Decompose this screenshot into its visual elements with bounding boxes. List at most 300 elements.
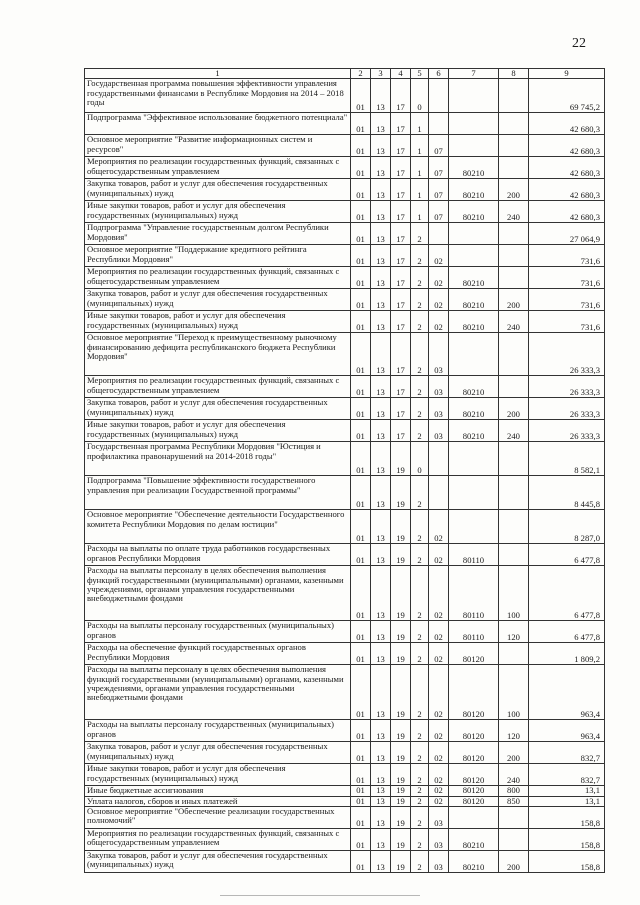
expense-type-cell: 120 xyxy=(499,720,529,742)
subsection-code-cell: 13 xyxy=(371,113,391,135)
event-code-cell: 07 xyxy=(429,157,449,179)
amount-cell: 158,8 xyxy=(529,850,605,872)
program-code-cell: 19 xyxy=(391,442,411,476)
subsection-code-cell: 13 xyxy=(371,179,391,201)
subsection-code-cell: 13 xyxy=(371,510,391,544)
table-row xyxy=(85,828,605,850)
table-row xyxy=(85,742,605,764)
subprogram-code-cell: 2 xyxy=(411,544,429,566)
section-code-cell: 01 xyxy=(351,420,371,442)
subprogram-code-cell: 1 xyxy=(411,201,429,223)
expense-type-cell: 200 xyxy=(499,179,529,201)
program-code-cell: 19 xyxy=(391,828,411,850)
amount-cell: 158,8 xyxy=(529,806,605,828)
expense-type-cell xyxy=(499,223,529,245)
direction-code-cell: 80110 xyxy=(449,544,499,566)
row-name-cell: Государственная программа Республики Мордовия "Юстиция и профилактика правонарушений на 2014-2018 годы" xyxy=(85,442,351,476)
program-code-cell: 17 xyxy=(391,267,411,289)
section-code-cell: 01 xyxy=(351,544,371,566)
expense-type-cell xyxy=(499,79,529,113)
amount-cell: 42 680,3 xyxy=(529,113,605,135)
subprogram-code-cell: 1 xyxy=(411,179,429,201)
amount-cell: 6 477,8 xyxy=(529,621,605,643)
subsection-code-cell: 13 xyxy=(371,245,391,267)
amount-cell: 13,1 xyxy=(529,796,605,806)
subprogram-code-cell: 2 xyxy=(411,796,429,806)
direction-code-cell xyxy=(449,79,499,113)
expense-type-cell xyxy=(499,442,529,476)
section-code-cell: 01 xyxy=(351,764,371,786)
direction-code-cell: 80120 xyxy=(449,786,499,796)
direction-code-cell: 80210 xyxy=(449,828,499,850)
amount-cell: 69 745,2 xyxy=(529,79,605,113)
header-cell: 4 xyxy=(391,69,411,79)
event-code-cell: 07 xyxy=(429,135,449,157)
program-code-cell: 19 xyxy=(391,544,411,566)
expense-type-cell xyxy=(499,245,529,267)
amount-cell: 963,4 xyxy=(529,665,605,720)
subprogram-code-cell: 2 xyxy=(411,476,429,510)
table-row xyxy=(85,223,605,245)
event-code-cell: 07 xyxy=(429,179,449,201)
section-code-cell: 01 xyxy=(351,720,371,742)
section-code-cell: 01 xyxy=(351,796,371,806)
program-code-cell: 19 xyxy=(391,476,411,510)
event-code-cell: 03 xyxy=(429,333,449,376)
program-code-cell: 19 xyxy=(391,742,411,764)
expense-type-cell: 120 xyxy=(499,621,529,643)
row-name-cell: Иные закупки товаров, работ и услуг для обеспечения государственных (муниципальных) нужд xyxy=(85,420,351,442)
program-code-cell: 19 xyxy=(391,510,411,544)
direction-code-cell: 80120 xyxy=(449,764,499,786)
table-row xyxy=(85,113,605,135)
section-code-cell: 01 xyxy=(351,510,371,544)
table-row xyxy=(85,665,605,720)
direction-code-cell: 80210 xyxy=(449,289,499,311)
expense-type-cell xyxy=(499,643,529,665)
scan-artifact-line xyxy=(220,895,420,896)
section-code-cell: 01 xyxy=(351,742,371,764)
subsection-code-cell: 13 xyxy=(371,398,391,420)
subsection-code-cell: 13 xyxy=(371,796,391,806)
amount-cell: 1 809,2 xyxy=(529,643,605,665)
event-code-cell: 02 xyxy=(429,289,449,311)
section-code-cell: 01 xyxy=(351,621,371,643)
subsection-code-cell: 13 xyxy=(371,157,391,179)
expense-type-cell: 240 xyxy=(499,764,529,786)
program-code-cell: 19 xyxy=(391,796,411,806)
program-code-cell: 17 xyxy=(391,79,411,113)
section-code-cell: 01 xyxy=(351,289,371,311)
subsection-code-cell: 13 xyxy=(371,289,391,311)
event-code-cell: 02 xyxy=(429,643,449,665)
row-name-cell: Основное мероприятие "Переход к преимущественному рыночному финансированию дефицита республиканского бюджета Республики Мордовия" xyxy=(85,333,351,376)
amount-cell: 42 680,3 xyxy=(529,201,605,223)
expense-type-cell xyxy=(499,376,529,398)
table-row xyxy=(85,179,605,201)
expense-type-cell: 200 xyxy=(499,742,529,764)
table-row xyxy=(85,79,605,113)
subprogram-code-cell: 1 xyxy=(411,113,429,135)
subsection-code-cell: 13 xyxy=(371,476,391,510)
direction-code-cell xyxy=(449,223,499,245)
program-code-cell: 19 xyxy=(391,621,411,643)
amount-cell: 963,4 xyxy=(529,720,605,742)
subprogram-code-cell: 0 xyxy=(411,442,429,476)
subsection-code-cell: 13 xyxy=(371,643,391,665)
program-code-cell: 19 xyxy=(391,665,411,720)
row-name-cell: Подпрограмма "Управление государственным долгом Республики Мордовия" xyxy=(85,223,351,245)
expense-type-cell xyxy=(499,544,529,566)
expense-type-cell: 200 xyxy=(499,850,529,872)
row-name-cell: Мероприятия по реализации государственных функций, связанных с общегосударственным управлением xyxy=(85,376,351,398)
event-code-cell: 02 xyxy=(429,245,449,267)
direction-code-cell: 80120 xyxy=(449,665,499,720)
program-code-cell: 19 xyxy=(391,786,411,796)
row-name-cell: Мероприятия по реализации государственных функций, связанных с общегосударственным управлением xyxy=(85,267,351,289)
row-name-cell: Основное мероприятие "Развитие информационных систем и ресурсов" xyxy=(85,135,351,157)
subprogram-code-cell: 2 xyxy=(411,333,429,376)
table-row xyxy=(85,796,605,806)
subsection-code-cell: 13 xyxy=(371,420,391,442)
table-row xyxy=(85,476,605,510)
direction-code-cell: 80210 xyxy=(449,157,499,179)
subsection-code-cell: 13 xyxy=(371,764,391,786)
table-row xyxy=(85,289,605,311)
table-row xyxy=(85,311,605,333)
row-name-cell: Основное мероприятие "Обеспечение деятельности Государственного комитета Республики Мордовия по делам юстиции" xyxy=(85,510,351,544)
subprogram-code-cell: 2 xyxy=(411,806,429,828)
section-code-cell: 01 xyxy=(351,79,371,113)
direction-code-cell: 80210 xyxy=(449,376,499,398)
event-code-cell: 02 xyxy=(429,544,449,566)
event-code-cell: 02 xyxy=(429,566,449,621)
subsection-code-cell: 13 xyxy=(371,376,391,398)
subprogram-code-cell: 2 xyxy=(411,566,429,621)
amount-cell: 8 445,8 xyxy=(529,476,605,510)
direction-code-cell xyxy=(449,113,499,135)
section-code-cell: 01 xyxy=(351,223,371,245)
expense-type-cell: 100 xyxy=(499,566,529,621)
event-code-cell: 07 xyxy=(429,201,449,223)
event-code-cell: 02 xyxy=(429,665,449,720)
direction-code-cell: 80210 xyxy=(449,420,499,442)
row-name-cell: Государственная программа повышения эффективности управления государственными финансами в Республике Мордовия на 2014 – 2018 годы xyxy=(85,79,351,113)
section-code-cell: 01 xyxy=(351,442,371,476)
subsection-code-cell: 13 xyxy=(371,806,391,828)
table-row xyxy=(85,267,605,289)
subprogram-code-cell: 2 xyxy=(411,510,429,544)
program-code-cell: 19 xyxy=(391,764,411,786)
expense-type-cell xyxy=(499,806,529,828)
direction-code-cell xyxy=(449,510,499,544)
section-code-cell: 01 xyxy=(351,786,371,796)
direction-code-cell: 80120 xyxy=(449,796,499,806)
direction-code-cell: 80210 xyxy=(449,267,499,289)
row-name-cell: Расходы на выплаты персоналу в целях обеспечения выполнения функций государственными (муниципальными) органами, казенными учреждениями, органами управления государственными внебюджетными фондами xyxy=(85,665,351,720)
subprogram-code-cell: 2 xyxy=(411,289,429,311)
direction-code-cell xyxy=(449,135,499,157)
section-code-cell: 01 xyxy=(351,113,371,135)
header-cell: 3 xyxy=(371,69,391,79)
subsection-code-cell: 13 xyxy=(371,742,391,764)
expense-type-cell xyxy=(499,113,529,135)
expense-type-cell: 240 xyxy=(499,420,529,442)
subsection-code-cell: 13 xyxy=(371,720,391,742)
event-code-cell: 02 xyxy=(429,742,449,764)
event-code-cell: 02 xyxy=(429,510,449,544)
amount-cell: 26 333,3 xyxy=(529,398,605,420)
header-cell: 1 xyxy=(85,69,351,79)
subprogram-code-cell: 2 xyxy=(411,245,429,267)
subsection-code-cell: 13 xyxy=(371,442,391,476)
section-code-cell: 01 xyxy=(351,179,371,201)
table-row xyxy=(85,201,605,223)
expense-type-cell: 800 xyxy=(499,786,529,796)
subprogram-code-cell: 1 xyxy=(411,135,429,157)
subsection-code-cell: 13 xyxy=(371,223,391,245)
program-code-cell: 17 xyxy=(391,113,411,135)
event-code-cell: 03 xyxy=(429,828,449,850)
subsection-code-cell: 13 xyxy=(371,786,391,796)
table-row xyxy=(85,806,605,828)
subsection-code-cell: 13 xyxy=(371,828,391,850)
expense-type-cell: 200 xyxy=(499,289,529,311)
row-name-cell: Основное мероприятие "Поддержание кредитного рейтинга Республики Мордовия" xyxy=(85,245,351,267)
expense-type-cell: 850 xyxy=(499,796,529,806)
subsection-code-cell: 13 xyxy=(371,850,391,872)
direction-code-cell: 80210 xyxy=(449,201,499,223)
direction-code-cell: 80110 xyxy=(449,621,499,643)
page-number: 22 xyxy=(572,36,586,51)
row-name-cell: Иные бюджетные ассигнования xyxy=(85,786,351,796)
subsection-code-cell: 13 xyxy=(371,333,391,376)
event-code-cell: 02 xyxy=(429,311,449,333)
row-name-cell: Мероприятия по реализации государственных функций, связанных с общегосударственным управлением xyxy=(85,157,351,179)
event-code-cell: 03 xyxy=(429,376,449,398)
expense-type-cell: 100 xyxy=(499,665,529,720)
program-code-cell: 17 xyxy=(391,311,411,333)
section-code-cell: 01 xyxy=(351,376,371,398)
row-name-cell: Закупка товаров, работ и услуг для обеспечения государственных (муниципальных) нужд xyxy=(85,398,351,420)
amount-cell: 42 680,3 xyxy=(529,135,605,157)
table-row xyxy=(85,510,605,544)
header-cell: 8 xyxy=(499,69,529,79)
header-cell: 5 xyxy=(411,69,429,79)
program-code-cell: 17 xyxy=(391,157,411,179)
section-code-cell: 01 xyxy=(351,333,371,376)
subprogram-code-cell: 2 xyxy=(411,742,429,764)
amount-cell: 6 477,8 xyxy=(529,566,605,621)
direction-code-cell xyxy=(449,333,499,376)
expense-type-cell: 240 xyxy=(499,311,529,333)
amount-cell: 731,6 xyxy=(529,267,605,289)
amount-cell: 6 477,8 xyxy=(529,544,605,566)
amount-cell: 26 333,3 xyxy=(529,333,605,376)
event-code-cell xyxy=(429,113,449,135)
section-code-cell: 01 xyxy=(351,566,371,621)
amount-cell: 731,6 xyxy=(529,289,605,311)
direction-code-cell: 80110 xyxy=(449,566,499,621)
event-code-cell: 02 xyxy=(429,786,449,796)
subsection-code-cell: 13 xyxy=(371,621,391,643)
event-code-cell: 03 xyxy=(429,806,449,828)
direction-code-cell: 80210 xyxy=(449,311,499,333)
row-name-cell: Подпрограмма "Повышение эффективности государственного управления при реализации Государственной программы" xyxy=(85,476,351,510)
subsection-code-cell: 13 xyxy=(371,201,391,223)
program-code-cell: 17 xyxy=(391,245,411,267)
row-name-cell: Закупка товаров, работ и услуг для обеспечения государственных (муниципальных) нужд xyxy=(85,179,351,201)
expense-type-cell xyxy=(499,157,529,179)
header-cell: 9 xyxy=(529,69,605,79)
section-code-cell: 01 xyxy=(351,398,371,420)
expense-type-cell xyxy=(499,267,529,289)
expense-type-cell xyxy=(499,135,529,157)
subprogram-code-cell: 2 xyxy=(411,267,429,289)
table-header-row xyxy=(85,69,605,79)
table-row xyxy=(85,420,605,442)
table-row xyxy=(85,720,605,742)
amount-cell: 42 680,3 xyxy=(529,157,605,179)
table-row xyxy=(85,376,605,398)
row-name-cell: Расходы на выплаты персоналу в целях обеспечения выполнения функций государственными (муниципальными) органами, казенными учреждениями, органами управления государственными внебюджетными фондами xyxy=(85,566,351,621)
table-row xyxy=(85,442,605,476)
row-name-cell: Расходы на обеспечение функций государственных органов Республики Мордовия xyxy=(85,643,351,665)
table-row xyxy=(85,333,605,376)
program-code-cell: 19 xyxy=(391,566,411,621)
expense-type-cell: 200 xyxy=(499,398,529,420)
program-code-cell: 17 xyxy=(391,179,411,201)
amount-cell: 26 333,3 xyxy=(529,376,605,398)
subsection-code-cell: 13 xyxy=(371,267,391,289)
subprogram-code-cell: 2 xyxy=(411,398,429,420)
direction-code-cell: 80210 xyxy=(449,179,499,201)
table-row xyxy=(85,850,605,872)
row-name-cell: Расходы на выплаты персоналу государственных (муниципальных) органов xyxy=(85,621,351,643)
subsection-code-cell: 13 xyxy=(371,665,391,720)
direction-code-cell: 80120 xyxy=(449,643,499,665)
program-code-cell: 17 xyxy=(391,333,411,376)
section-code-cell: 01 xyxy=(351,311,371,333)
row-name-cell: Мероприятия по реализации государственных функций, связанных с общегосударственным управлением xyxy=(85,828,351,850)
amount-cell: 27 064,9 xyxy=(529,223,605,245)
direction-code-cell xyxy=(449,442,499,476)
program-code-cell: 19 xyxy=(391,643,411,665)
direction-code-cell: 80210 xyxy=(449,850,499,872)
table-row xyxy=(85,764,605,786)
subsection-code-cell: 13 xyxy=(371,79,391,113)
budget-table xyxy=(84,68,605,873)
section-code-cell: 01 xyxy=(351,476,371,510)
subprogram-code-cell: 2 xyxy=(411,376,429,398)
subprogram-code-cell: 2 xyxy=(411,665,429,720)
amount-cell: 158,8 xyxy=(529,828,605,850)
subprogram-code-cell: 2 xyxy=(411,223,429,245)
subprogram-code-cell: 0 xyxy=(411,79,429,113)
row-name-cell: Уплата налогов, сборов и иных платежей xyxy=(85,796,351,806)
section-code-cell: 01 xyxy=(351,665,371,720)
header-cell: 6 xyxy=(429,69,449,79)
direction-code-cell xyxy=(449,806,499,828)
row-name-cell: Расходы на выплаты по оплате труда работников государственных органов Республики Мордовия xyxy=(85,544,351,566)
event-code-cell xyxy=(429,223,449,245)
event-code-cell: 02 xyxy=(429,267,449,289)
section-code-cell: 01 xyxy=(351,643,371,665)
event-code-cell: 03 xyxy=(429,398,449,420)
program-code-cell: 19 xyxy=(391,850,411,872)
row-name-cell: Иные закупки товаров, работ и услуг для обеспечения государственных (муниципальных) нужд xyxy=(85,311,351,333)
direction-code-cell xyxy=(449,245,499,267)
table-row xyxy=(85,566,605,621)
row-name-cell: Основное мероприятие "Обеспечение реализации государственных полномочий" xyxy=(85,806,351,828)
row-name-cell: Подпрограмма "Эффективное использование бюджетного потенциала" xyxy=(85,113,351,135)
row-name-cell: Иные закупки товаров, работ и услуг для обеспечения государственных (муниципальных) нужд xyxy=(85,764,351,786)
expense-type-cell xyxy=(499,333,529,376)
subprogram-code-cell: 2 xyxy=(411,643,429,665)
row-name-cell: Иные закупки товаров, работ и услуг для обеспечения государственных (муниципальных) нужд xyxy=(85,201,351,223)
section-code-cell: 01 xyxy=(351,850,371,872)
table-row xyxy=(85,544,605,566)
amount-cell: 26 333,3 xyxy=(529,420,605,442)
amount-cell: 8 582,1 xyxy=(529,442,605,476)
amount-cell: 731,6 xyxy=(529,311,605,333)
program-code-cell: 17 xyxy=(391,201,411,223)
event-code-cell: 02 xyxy=(429,796,449,806)
event-code-cell xyxy=(429,476,449,510)
subsection-code-cell: 13 xyxy=(371,566,391,621)
table-row xyxy=(85,643,605,665)
direction-code-cell xyxy=(449,476,499,510)
subsection-code-cell: 13 xyxy=(371,311,391,333)
table-row xyxy=(85,135,605,157)
expense-type-cell: 240 xyxy=(499,201,529,223)
program-code-cell: 17 xyxy=(391,223,411,245)
section-code-cell: 01 xyxy=(351,135,371,157)
subprogram-code-cell: 1 xyxy=(411,157,429,179)
subprogram-code-cell: 2 xyxy=(411,850,429,872)
table-row xyxy=(85,398,605,420)
amount-cell: 832,7 xyxy=(529,764,605,786)
direction-code-cell: 80210 xyxy=(449,398,499,420)
program-code-cell: 17 xyxy=(391,376,411,398)
row-name-cell: Закупка товаров, работ и услуг для обеспечения государственных (муниципальных) нужд xyxy=(85,742,351,764)
section-code-cell: 01 xyxy=(351,806,371,828)
program-code-cell: 17 xyxy=(391,398,411,420)
direction-code-cell: 80120 xyxy=(449,742,499,764)
subprogram-code-cell: 2 xyxy=(411,786,429,796)
table-row xyxy=(85,621,605,643)
subsection-code-cell: 13 xyxy=(371,135,391,157)
section-code-cell: 01 xyxy=(351,245,371,267)
program-code-cell: 19 xyxy=(391,720,411,742)
header-cell: 2 xyxy=(351,69,371,79)
event-code-cell: 02 xyxy=(429,621,449,643)
section-code-cell: 01 xyxy=(351,201,371,223)
subprogram-code-cell: 2 xyxy=(411,420,429,442)
table-row xyxy=(85,157,605,179)
header-cell: 7 xyxy=(449,69,499,79)
amount-cell: 42 680,3 xyxy=(529,179,605,201)
event-code-cell: 03 xyxy=(429,850,449,872)
subprogram-code-cell: 2 xyxy=(411,828,429,850)
row-name-cell: Закупка товаров, работ и услуг для обеспечения государственных (муниципальных) нужд xyxy=(85,850,351,872)
row-name-cell: Закупка товаров, работ и услуг для обеспечения государственных (муниципальных) нужд xyxy=(85,289,351,311)
amount-cell: 8 287,0 xyxy=(529,510,605,544)
expense-type-cell xyxy=(499,476,529,510)
amount-cell: 832,7 xyxy=(529,742,605,764)
subprogram-code-cell: 2 xyxy=(411,720,429,742)
expense-type-cell xyxy=(499,510,529,544)
